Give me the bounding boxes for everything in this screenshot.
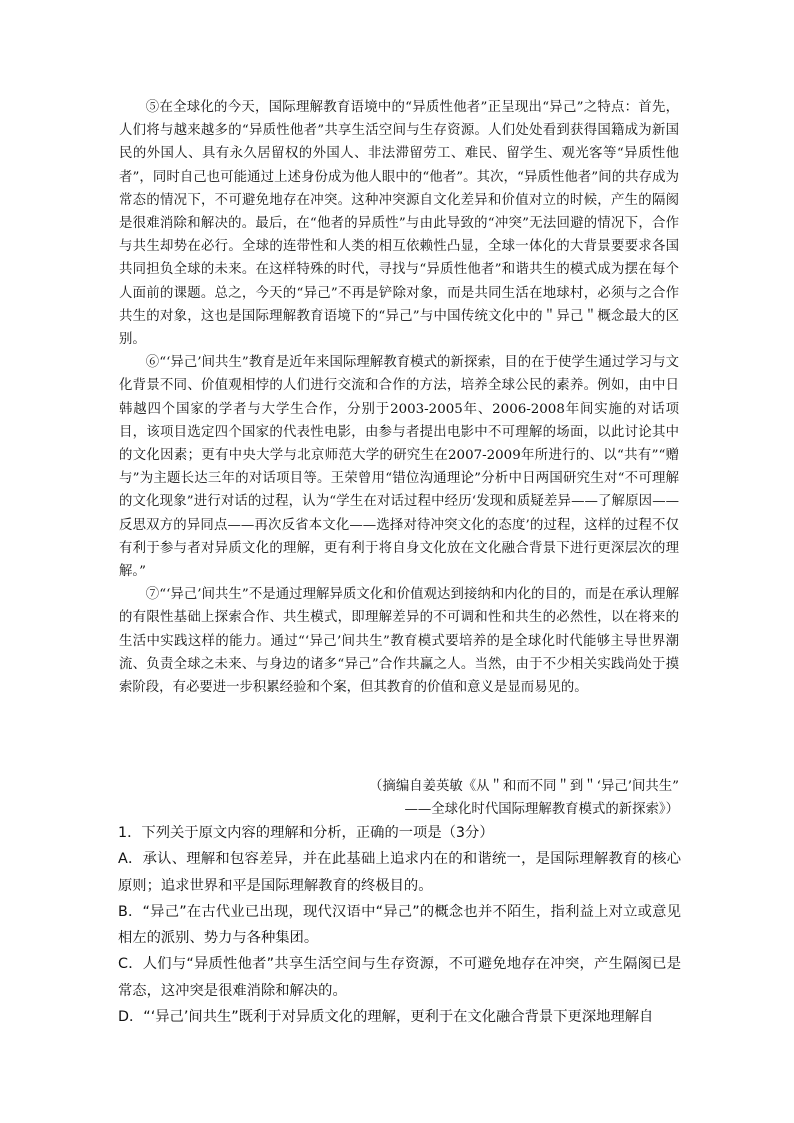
question-stem: 1．下列关于原文内容的理解和分析，正确的一项是（3分） [118,825,494,841]
source-line-2: ——全球化时代国际理解教育模式的新探索》） [404,802,679,817]
paragraph-5: ⑤在全球化的今天，国际理解教育语境中的“异质性他者”正呈现出“异己”之特点：首先，人们将与越来越多的“异质性他者”共享生活空间与生存资源。人们处处看到获得国籍成为新国民的外国人、具有永久居留权的外国人、非法滞留劳工、难民、留学生、观光客等“异质性他者”，同时自己也可能通过上述身份成为他人眼中的“他者”。其次，“异质性他者”间的共存成为常态的情况下，不可避免地存在冲突。这种冲突源自文化差异和价值对立的时候，产生的隔阂是很难消除和解决的。最后，在“他者的异质性”与由此导致的“冲突”无法回避的情况下，合作与共生却势在必行。全球的连带性和人类的相互依赖性凸显，全球一体化的大背景要要求各国共同担负全球的未来。在这样特殊的时代，寻找与“异质性他者”和谐共生的模式成为摆在每个人面前的课题。总之，今天的“异己”不再是铲除对象，而是共同生活在地球村，必须与之合作共生的对象，这也是国际理解教育语境下的“异己”与中国传统文化中的＂异己＂概念最大的区别。 [119,100,679,348]
option-a: A．承认、理解和包容差异，并在此基础上追求内在的和谐统一，是国际理解教育的核心原则；追求世界和平是国际理解教育的终极目的。 [118,851,681,894]
option-b: B．“异己”在古代业已出现，现代汉语中“异己”的概念也并不陌生，指利益上对立或意见相左的派别、势力与各种集团。 [118,903,681,947]
option-d: D．“‘异己’间共生”既利于对异质文化的理解，更利于在文化融合背景下更深地理解自 [118,1009,654,1026]
passage [119,96,679,699]
paragraph-7: ⑦“‘异己’间共生”不是通过理解异质文化和价值观达到接纳和内化的目的，而是在承认理解的有限性基础上探索合作、共生模式，即理解差异的不可调和性和共生的必然性，以在将来的生活中实践这样的能力。通过“‘异己’间共生”教育模式要培养的是全球化时代能够主导世界潮流、负责全球之未来、与身边的诸多“异己”合作共赢之人。当然，由于不少相关实践尚处于摸索阶段，有必要进一步积累经验和个案，但其教育的价值和意义是显而易见的。 [119,587,679,696]
source-citation [119,775,679,821]
question-1 [118,820,681,1030]
option-c: C．人们与“异质性他者”共享生活空间与生存资源，不可避免地存在冲突，产生隔阂已是常态，这冲突是很难消除和解决的。 [118,956,681,999]
source-line-1: （摘编自姜英敏《从＂和而不同＂到＂‘异己’间共生” [369,779,679,794]
paragraph-6: ⑥“‘异己’间共生”教育是近年来国际理解教育模式的新探索，目的在于使学生通过学习与文化背景不同、价值观相悖的人们进行交流和合作的方法，培养全球公民的素养。例如，由中日韩越四个国家的学者与大学生合作，分别于2003-2005年、2006-2008年间实施的对话项目，该项目选定四个国家的代表性电影，由参与者提出电影中不可理解的场面，以此讨论其中的文化因素；更有中央大学与北京师范大学的研究生在2007-2009年所进行的、以“共有”“赠与”为主题长达三年的对话项目等。王荣曾用“错位沟通理论”分析中日两国研究生对“不可理解的文化现象”进行对话的过程，认为“学生在对话过程中经历‘发现和质疑差异——了解原因——反思双方的异同点——再次反省本文化——选择对待冲突文化的态度’的过程，这样的过程不仅有利于参与者对异质文化的理解，更有利于将自身文化放在文化融合背景下进行更深层次的理解。” [119,355,679,580]
